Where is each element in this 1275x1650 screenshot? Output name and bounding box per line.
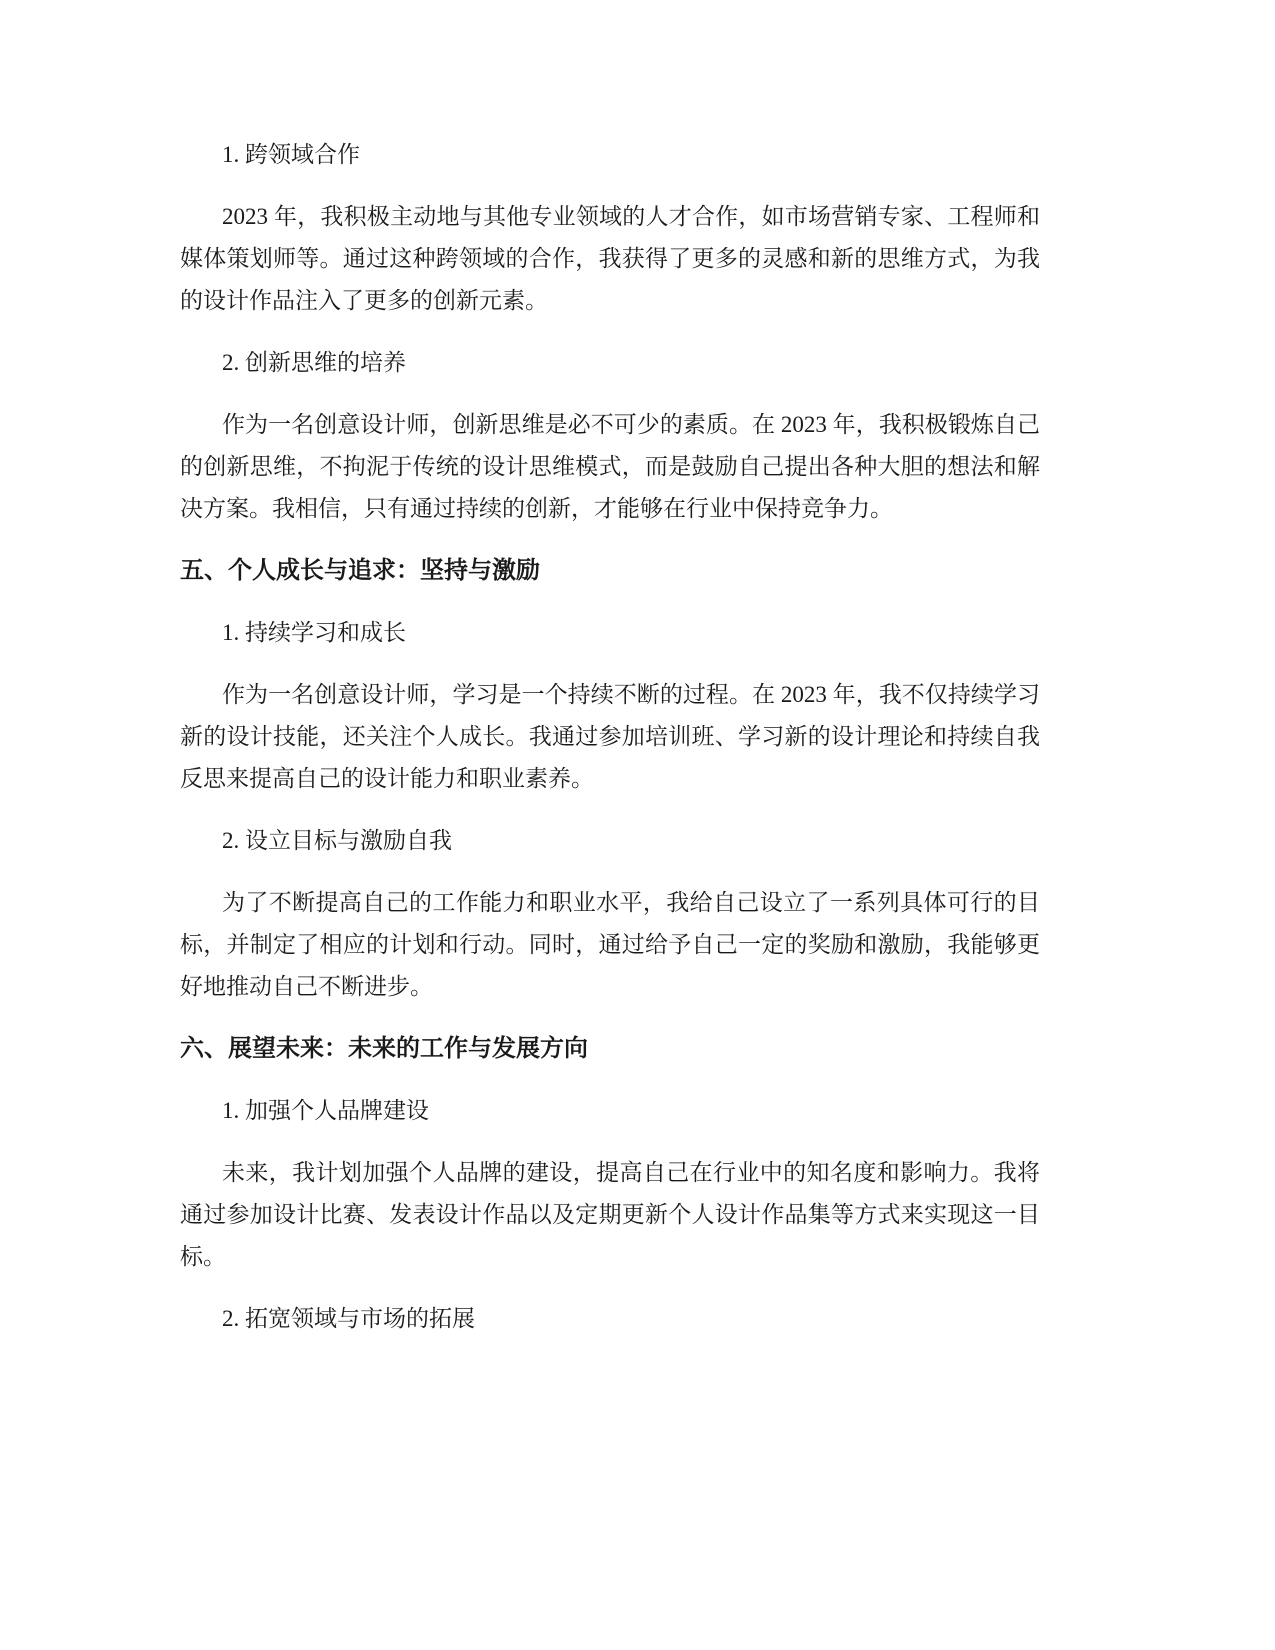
- subheading-innovative-thinking: 2. 创新思维的培养: [222, 350, 406, 375]
- paragraph-personal-brand: 未来，我计划加强个人品牌的建设，提高自己在行业中的知名度和影响力。我将通过参加设计比赛、发表设计作品以及定期更新个人设计作品集等方式来实现这一目标。: [180, 1160, 1040, 1269]
- paragraph-goals-motivation: 为了不断提高自己的工作能力和职业水平，我给自己设立了一系列具体可行的目标，并制定了相应的计划和行动。同时，通过给予自己一定的奖励和激励，我能够更好地推动自己不断进步。: [180, 890, 1040, 999]
- document-page: [180, 134, 1040, 1340]
- paragraph-innovative-thinking: 作为一名创意设计师，创新思维是必不可少的素质。在 2023 年，我积极锻炼自己的创新思维，不拘泥于传统的设计思维模式，而是鼓励自己提出各种大胆的想法和解决方案。我相信，只有通过持续的创新，才能够在行业中保持竞争力。: [180, 412, 1040, 521]
- section-heading-future-outlook: 六、展望未来：未来的工作与发展方向: [180, 1035, 588, 1062]
- subheading-continuous-learning: 1. 持续学习和成长: [222, 620, 406, 645]
- paragraph-cross-domain: 2023 年，我积极主动地与其他专业领域的人才合作，如市场营销专家、工程师和媒体策划师等。通过这种跨领域的合作，我获得了更多的灵感和新的思维方式，为我的设计作品注入了更多的创新元素。: [180, 204, 1040, 313]
- section-heading-personal-growth: 五、个人成长与追求：坚持与激励: [180, 557, 540, 584]
- subheading-goals-motivation: 2. 设立目标与激励自我: [222, 828, 452, 853]
- paragraph-continuous-learning: 作为一名创意设计师，学习是一个持续不断的过程。在 2023 年，我不仅持续学习新的设计技能，还关注个人成长。我通过参加培训班、学习新的设计理论和持续自我反思来提高自己的设计能力和职业素养。: [180, 682, 1040, 791]
- subheading-personal-brand: 1. 加强个人品牌建设: [222, 1098, 429, 1123]
- subheading-cross-domain: 1. 跨领域合作: [222, 142, 360, 167]
- subheading-market-expansion: 2. 拓宽领域与市场的拓展: [222, 1306, 475, 1331]
